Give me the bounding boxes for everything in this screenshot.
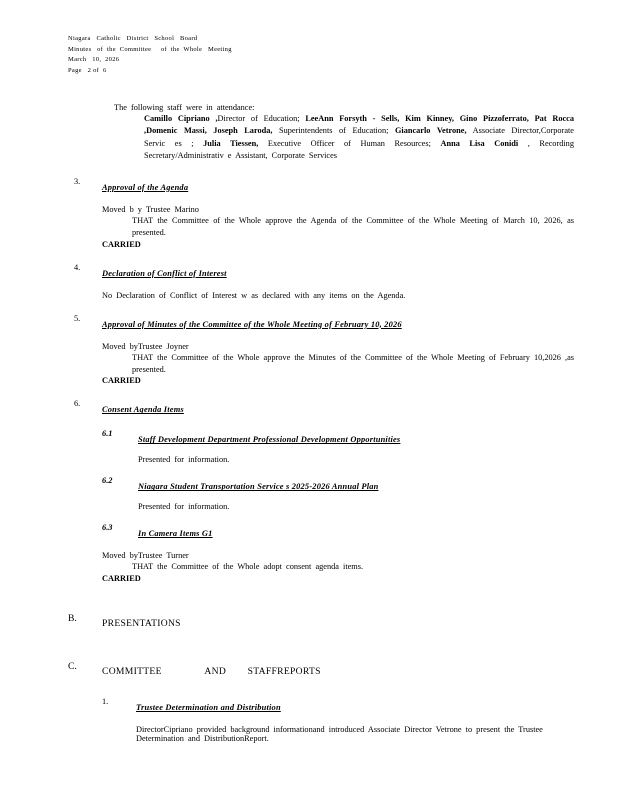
consent-subitem-6-1: [102, 429, 574, 447]
report-item-1-title: Trustee Determination and Distribution: [136, 702, 281, 712]
attendance-run-2: LeeAnn Forsyth - Sells, Kim Kinney, Gino Pizzoferrato, Pat Rocca ,Domenic Massi, Joseph Laroda,: [144, 113, 574, 136]
agenda-item-3-moved: Moved b y Trustee Marino: [102, 204, 199, 214]
attendance-run-0: Camillo Cipriano ,: [144, 113, 218, 123]
attendance-run-6: Julia Tiessen,: [203, 138, 259, 148]
consent-motion: THAT the Committee of the Whole adopt consent agenda items.: [132, 562, 364, 572]
consent-moved: Moved byTrustee Turner: [102, 551, 189, 561]
consent-subitem-6-3-title: In Camera Items G1: [138, 529, 213, 539]
attendance-run-1: Director of Education;: [217, 113, 306, 123]
agenda-item-3-number: 3.: [74, 176, 81, 186]
agenda-item-6: [68, 399, 574, 582]
report-item-1-body: DirectorCipriano provided background informationand introduced Associate Director Vetrone to present the Trustee Determination and DistributionReport.: [136, 724, 543, 743]
consent-subitem-6-2-number: 6.2: [102, 476, 113, 486]
section-c-letter: C.: [68, 660, 77, 672]
report-item-1: [102, 697, 574, 743]
attendance-run-4: Giancarlo Vetrone,: [394, 126, 467, 136]
agenda-item-3-carried: CARRIED: [102, 239, 141, 249]
section-b-presentations: [68, 613, 574, 631]
agenda-item-5-moved: Moved byTrustee Joyner: [102, 341, 189, 351]
agenda-item-3: [68, 177, 574, 249]
consent-subitem-6-3-number: 6.3: [102, 523, 113, 533]
section-b-title: PRESENTATIONS: [102, 617, 181, 629]
attendance-run-5: Associate Director,Corporate Servic es ;: [144, 126, 574, 148]
attendance-run-3: Superintendents of Education;: [272, 126, 395, 136]
agenda-item-5-number: 5.: [74, 313, 81, 323]
agenda-item-4-title: Declaration of Conflict of Interest: [102, 268, 227, 278]
consent-subitem-6-2-note: Presented for information.: [138, 502, 230, 512]
agenda-item-5: [68, 314, 574, 386]
header-line-date: March 10, 2026: [68, 56, 120, 64]
agenda-item-4-body: No Declaration of Conflict of Interest w as declared with any items on the Agenda.: [102, 290, 406, 300]
header-line-board: Niagara Catholic District School Board: [68, 35, 198, 42]
consent-subitem-6-2-title: Niagara Student Transportation Service s 2025-2026 Annual Plan: [138, 482, 379, 492]
attendance-block: [68, 103, 574, 163]
attendance-list: [68, 113, 574, 163]
consent-subitem-6-2: [102, 476, 574, 494]
agenda-item-4-number: 4.: [74, 262, 81, 272]
header-line-minutes: Minutes of the Committee of the Whole Meeting: [68, 45, 232, 53]
agenda-item-6-number: 6.: [74, 399, 81, 409]
section-c-committee-staff-reports: [68, 661, 574, 743]
agenda-item-5-motion: THAT the Committee of the Whole approve the Minutes of the Committee of the Whole Meeting of February 10,2026 ,as presented.: [132, 352, 574, 374]
consent-subitem-6-1-title: Staff Development Department Professional Development Opportunities: [138, 435, 401, 445]
attendance-run-8: Anna Lisa Conidi: [440, 138, 519, 148]
consent-subitem-6-1-number: 6.1: [102, 429, 113, 439]
agenda-item-3-title: Approval of the Agenda: [102, 182, 189, 192]
section-b-letter: B.: [68, 612, 77, 624]
agenda-item-5-carried: CARRIED: [102, 376, 141, 386]
consent-subitem-6-1-note: Presented for information.: [138, 455, 230, 465]
agenda-item-5-title: Approval of Minutes of the Committee of the Whole Meeting of February 10, 2026: [102, 319, 402, 329]
header-line-page: Page 2 of 6: [68, 67, 107, 75]
report-item-1-number: 1.: [102, 696, 109, 706]
agenda-item-4: [68, 263, 574, 300]
attendance-run-7: Executive Officer of Human Resources;: [258, 138, 441, 148]
section-c-title: COMMITTEE AND STAFFREPORTS: [102, 665, 321, 677]
attendance-intro: The following staff were in attendance:: [114, 102, 255, 112]
agenda-item-6-title: Consent Agenda Items: [102, 405, 184, 415]
agenda-item-3-motion: THAT the Committee of the Whole approve the Agenda of the Committee of the Whole Meeting of March 10, 2026, as presented.: [132, 215, 574, 238]
document-header: [68, 34, 574, 77]
consent-subitem-6-3: [102, 523, 574, 541]
consent-carried: CARRIED: [102, 573, 141, 583]
attendance-run-9: , Recording Secretary/Administrativ e Assistant, Corporate Services: [144, 138, 574, 161]
